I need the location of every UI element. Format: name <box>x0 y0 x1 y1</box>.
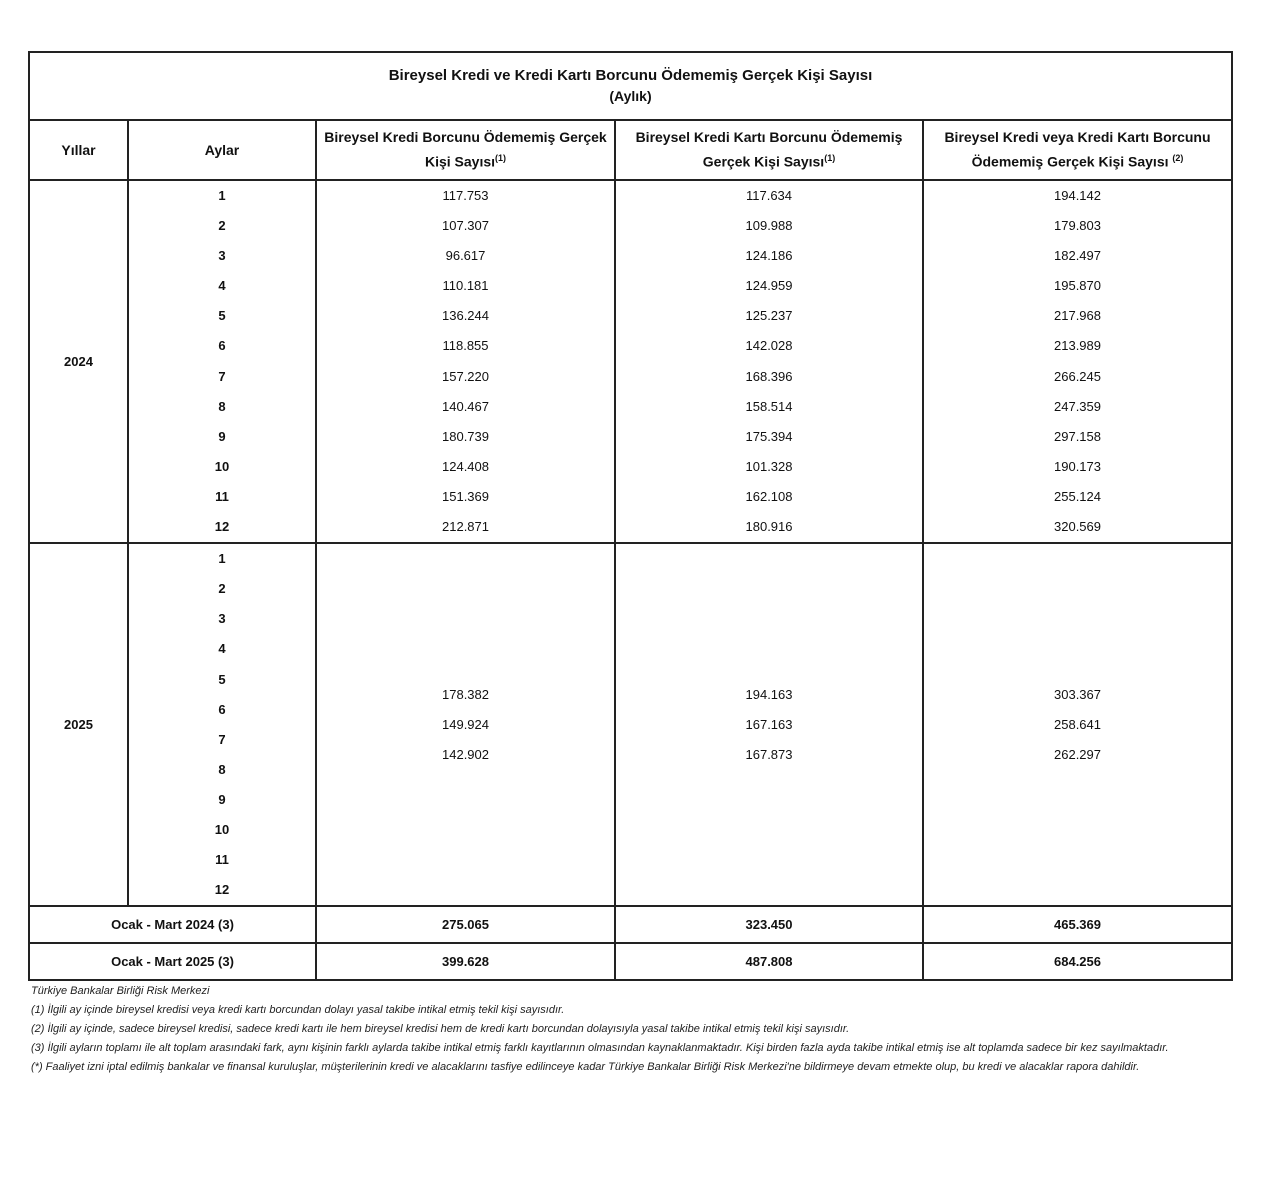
year-block-2025 <box>29 543 1232 906</box>
month-number: 3 <box>218 611 226 627</box>
total-row-2024 <box>29 906 1232 943</box>
table-cell-value: 107.307 <box>442 218 489 234</box>
table-title: Bireysel Kredi ve Kredi Kartı Borcunu Ödememiş Gerçek Kişi Sayısı <box>388 67 873 84</box>
table-cell-value: 175.394 <box>745 428 793 444</box>
table-cell-value: 266.245 <box>1054 368 1101 384</box>
months-cell <box>128 180 316 543</box>
value-list <box>616 181 922 542</box>
month-number: 5 <box>218 308 226 324</box>
table-cell-value: 320.569 <box>1054 519 1101 535</box>
table-cell-value: 125.237 <box>745 308 793 324</box>
months-cell <box>128 543 316 906</box>
header-years: Yıllar <box>29 120 128 180</box>
table-cell-value: 140.467 <box>442 398 489 414</box>
table-cell-value: 117.753 <box>442 188 489 203</box>
source-note: Türkiye Bankalar Birliği Risk Merkezi <box>31 985 210 997</box>
table-cell-value: 194.163 <box>745 686 793 702</box>
table-cell-value: 194.142 <box>1054 188 1101 203</box>
month-number: 3 <box>218 248 226 264</box>
total-col2: 487.808 <box>615 943 923 980</box>
table-cell-value: 178.382 <box>442 686 489 702</box>
month-list <box>129 181 315 542</box>
col1-cell <box>316 543 615 906</box>
table-cell-value: 179.803 <box>1054 218 1101 234</box>
table-cell-value: 180.916 <box>745 519 793 535</box>
header-col3 <box>923 120 1232 180</box>
table-cell-value: 109.988 <box>745 218 793 234</box>
value-list <box>924 181 1231 542</box>
header-col1-sup: (1) <box>495 153 507 164</box>
table-cell-value: 151.369 <box>442 488 489 504</box>
footnote-4: (*) Faaliyet izni iptal edilmiş bankalar ve finansal kuruluşlar, müşterilerinin kredi ve alacaklarını tasfiye edilinceye kadar Türkiye Bankalar Birliği Risk Merkezi'ne bildirmeye devam etmekte olup, bu kredi ve alacaklar rapora dahildir. <box>31 1061 1140 1073</box>
table-cell-value: 162.108 <box>745 488 793 504</box>
table-cell-value: 124.186 <box>745 248 793 264</box>
month-number: 12 <box>214 519 230 535</box>
month-number: 2 <box>218 581 226 597</box>
total-col2: 323.450 <box>615 906 923 943</box>
table-cell-value: 101.328 <box>745 458 793 474</box>
table-cell-value: 124.408 <box>442 458 489 474</box>
month-number: 4 <box>218 641 226 657</box>
footnote-2: (2) İlgili ay içinde, sadece bireysel kredisi, sadece kredi kartı ile hem bireysel kredisi hem de kredi kartı borcundan dolayısıyla yasal takibe intikal etmiş tekil kişi sayısıdır. <box>31 1023 850 1035</box>
col3-cell <box>923 543 1232 906</box>
footnotes <box>31 984 1221 1079</box>
value-list <box>317 181 614 542</box>
table-cell-value: 157.220 <box>442 368 489 384</box>
month-number: 9 <box>218 428 226 444</box>
col3-cell <box>923 180 1232 543</box>
table-cell-value: 142.028 <box>745 338 793 354</box>
value-list <box>616 680 922 770</box>
table-cell-value: 180.739 <box>442 428 489 444</box>
value-list <box>317 680 614 770</box>
month-number: 10 <box>214 458 230 474</box>
table-cell-value: 167.873 <box>745 746 793 762</box>
month-number: 9 <box>218 791 226 807</box>
table-cell-value: 262.297 <box>1054 746 1101 762</box>
month-number: 6 <box>218 701 226 717</box>
month-number: 5 <box>218 671 226 687</box>
year-label: 2024 <box>29 180 128 543</box>
month-number: 10 <box>214 821 230 837</box>
col2-cell <box>615 180 923 543</box>
table-cell-value: 190.173 <box>1054 458 1101 474</box>
footnote-3: (3) İlgili ayların toplamı ile alt toplam arasındaki fark, aynı kişinin farklı aylarda takibe intikal etmiş farklı kayıtlarının olmasından kaynaklanmaktadır. Kişi birden fazla ayda takibe intikal etmiş ise alt toplamda sadece bir kez sayılmaktadır. <box>31 1042 1169 1054</box>
table-title-cell <box>29 52 1232 120</box>
table-cell-value: 142.902 <box>442 746 489 762</box>
header-col2 <box>615 120 923 180</box>
table-cell-value: 212.871 <box>442 519 489 535</box>
table-cell-value: 96.617 <box>445 248 486 264</box>
header-col2-label: Bireysel Kredi Kartı Borcunu Ödememiş Gerçek Kişi Sayısı <box>635 129 903 170</box>
total-col1: 275.065 <box>316 906 615 943</box>
table-cell-value: 168.396 <box>745 368 793 384</box>
table-cell-value: 110.181 <box>442 278 489 294</box>
table-cell-value: 213.989 <box>1054 338 1101 354</box>
table-cell-value: 117.634 <box>745 188 793 203</box>
footnote-1: (1) İlgili ay içinde bireysel kredisi veya kredi kartı borcundan dolayı yasal takibe intikal etmiş tekil kişi sayısıdır. <box>31 1004 565 1016</box>
month-number: 8 <box>218 761 226 777</box>
table-cell-value: 149.924 <box>442 716 489 732</box>
total-col1: 399.628 <box>316 943 615 980</box>
total-label: Ocak - Mart 2024 (3) <box>29 906 316 943</box>
month-number: 1 <box>218 551 226 567</box>
month-list <box>129 544 315 905</box>
table-cell-value: 158.514 <box>745 398 793 414</box>
month-number: 8 <box>218 398 226 414</box>
header-col1-label: Bireysel Kredi Borcunu Ödememiş Gerçek Kişi Sayısı <box>324 129 607 170</box>
header-col3-sup: (2) <box>1172 153 1184 164</box>
table-cell-value: 124.959 <box>745 278 793 294</box>
col1-cell <box>316 180 615 543</box>
month-number: 2 <box>218 218 226 234</box>
month-number: 7 <box>218 368 226 384</box>
year-block-2024 <box>29 180 1232 543</box>
header-months: Aylar <box>128 120 316 180</box>
table-cell-value: 118.855 <box>442 338 489 354</box>
year-label: 2025 <box>29 543 128 906</box>
header-col1 <box>316 120 615 180</box>
month-number: 7 <box>218 731 226 747</box>
table-subtitle: (Aylık) <box>609 88 652 104</box>
table-cell-value: 167.163 <box>745 716 793 732</box>
table-cell-value: 182.497 <box>1054 248 1101 264</box>
col2-cell <box>615 543 923 906</box>
table-cell-value: 217.968 <box>1054 308 1101 324</box>
table-cell-value: 258.641 <box>1054 716 1101 732</box>
month-number: 6 <box>218 338 226 354</box>
month-number: 4 <box>218 278 226 294</box>
month-number: 1 <box>218 188 226 203</box>
header-col3-label: Bireysel Kredi veya Kredi Kartı Borcunu Ödememiş Gerçek Kişi Sayısı <box>944 129 1211 170</box>
header-col2-sup: (1) <box>824 153 836 164</box>
total-row-2025 <box>29 943 1232 980</box>
month-number: 12 <box>214 882 230 898</box>
value-list <box>924 680 1231 770</box>
month-number: 11 <box>215 488 229 504</box>
table-cell-value: 247.359 <box>1054 398 1101 414</box>
month-number: 11 <box>215 852 229 868</box>
total-col3: 465.369 <box>923 906 1232 943</box>
total-col3: 684.256 <box>923 943 1232 980</box>
table-cell-value: 136.244 <box>442 308 489 324</box>
total-label: Ocak - Mart 2025 (3) <box>29 943 316 980</box>
table-cell-value: 303.367 <box>1054 686 1101 702</box>
table-cell-value: 297.158 <box>1054 428 1101 444</box>
table-cell-value: 195.870 <box>1054 278 1101 294</box>
data-table <box>28 51 1233 981</box>
table-cell-value: 255.124 <box>1054 488 1101 504</box>
